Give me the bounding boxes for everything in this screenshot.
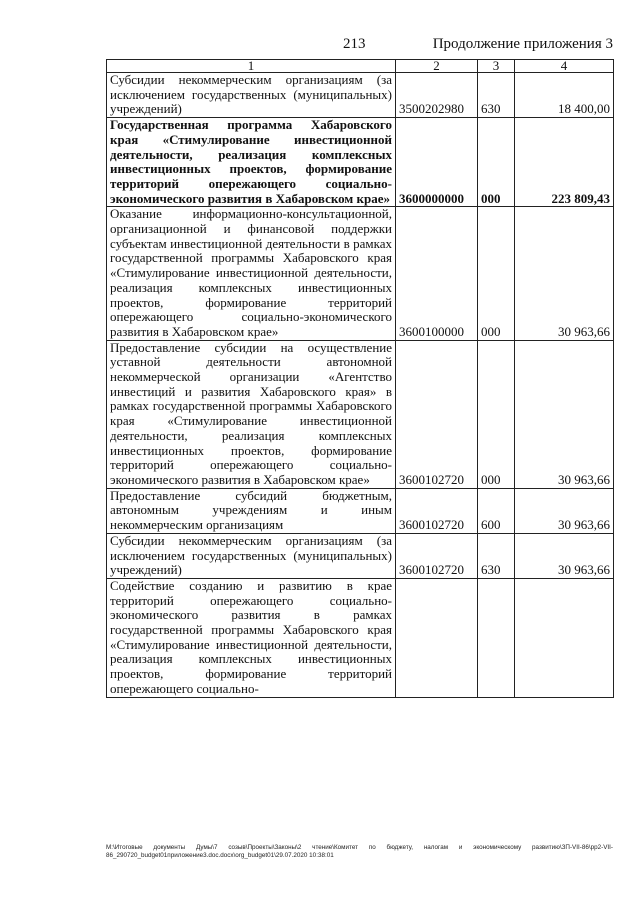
row-code: 3600102720 — [396, 340, 478, 488]
row-name: Оказание информационно-консультационной, организационной и финансовой поддержки субъектам инвестиционной деятельности в рамках государственной программы Хабаровского края «Стимулирование инвестиционной деятельности, реализация комплексных инвестиционных проектов, формирование территорий опережающего социально-экономического развития в Хабаровском крае» — [107, 207, 396, 340]
row-code: 3600100000 — [396, 207, 478, 340]
row-name: Предоставление субсидии на осуществление уставной деятельности автономной некоммерческой организации «Агентство инвестиций и развития Хабаровского края» в рамках государственной программы Хабаровского края «Стимулирование инвестиционной деятельности, реализация комплексных инвестиционных проектов, формирование территорий опережающего социально-экономического развития в Хабаровском крае» — [107, 340, 396, 488]
row-name: Субсидии некоммерческим организациям (за исключением государственных (муниципальных) учреждений) — [107, 533, 396, 578]
row-name: Субсидии некоммерческим организациям (за исключением государственных (муниципальных) учреждений) — [107, 73, 396, 118]
table-row — [107, 73, 614, 118]
table-row — [107, 578, 614, 697]
column-header: 4 — [515, 60, 614, 73]
row-vr: 600 — [478, 488, 515, 533]
row-vr: 000 — [478, 118, 515, 207]
page-number: 213 — [343, 36, 366, 52]
table-row — [107, 533, 614, 578]
row-sum: 18 400,00 — [515, 73, 614, 118]
row-name: Содействие созданию и развитию в крае территорий опережающего социально-экономического развития в рамках государственной программы Хабаровского края «Стимулирование инвестиционной деятельности, реализация комплексных инвестиционных проектов, формирование территорий опережающего социально- — [107, 578, 396, 697]
document-path-footer: M:\Итоговые документы Думы\7 созыв\Проекты\Законы\2 чтение\Комитет по бюджету, налогам и экономическому развитию\ЗП-VII-86\рр2-VII-86_290720_budget01приложение3.doc.docx\org_budget01\29.07.2020 10:38:01 — [106, 844, 613, 859]
column-header: 2 — [396, 60, 478, 73]
table-row — [107, 118, 614, 207]
table-row — [107, 207, 614, 340]
row-name: Предоставление субсидий бюджетным, автономным учреждениям и иным некоммерческим организациям — [107, 488, 396, 533]
row-code: 3600102720 — [396, 533, 478, 578]
row-vr — [478, 578, 515, 697]
row-code — [396, 578, 478, 697]
row-sum — [515, 578, 614, 697]
table-row — [107, 340, 614, 488]
row-vr: 000 — [478, 340, 515, 488]
table-row — [107, 488, 614, 533]
row-vr: 630 — [478, 73, 515, 118]
row-name: Государственная программа Хабаровского края «Стимулирование инвестиционной деятельности, реализация комплексных инвестиционных проектов, формирование территорий опережающего социально-экономического развития в Хабаровском крае» — [107, 118, 396, 207]
row-code: 3600000000 — [396, 118, 478, 207]
row-vr: 000 — [478, 207, 515, 340]
row-sum: 223 809,43 — [515, 118, 614, 207]
row-vr: 630 — [478, 533, 515, 578]
budget-table-body — [107, 60, 614, 698]
table-header-row — [107, 60, 614, 73]
row-sum: 30 963,66 — [515, 488, 614, 533]
row-code: 3600102720 — [396, 488, 478, 533]
budget-table — [106, 59, 614, 698]
row-sum: 30 963,66 — [515, 207, 614, 340]
row-sum: 30 963,66 — [515, 340, 614, 488]
row-sum: 30 963,66 — [515, 533, 614, 578]
column-header: 1 — [107, 60, 396, 73]
column-header: 3 — [478, 60, 515, 73]
row-code: 3500202980 — [396, 73, 478, 118]
page-caption: Продолжение приложения 3 — [432, 36, 613, 52]
